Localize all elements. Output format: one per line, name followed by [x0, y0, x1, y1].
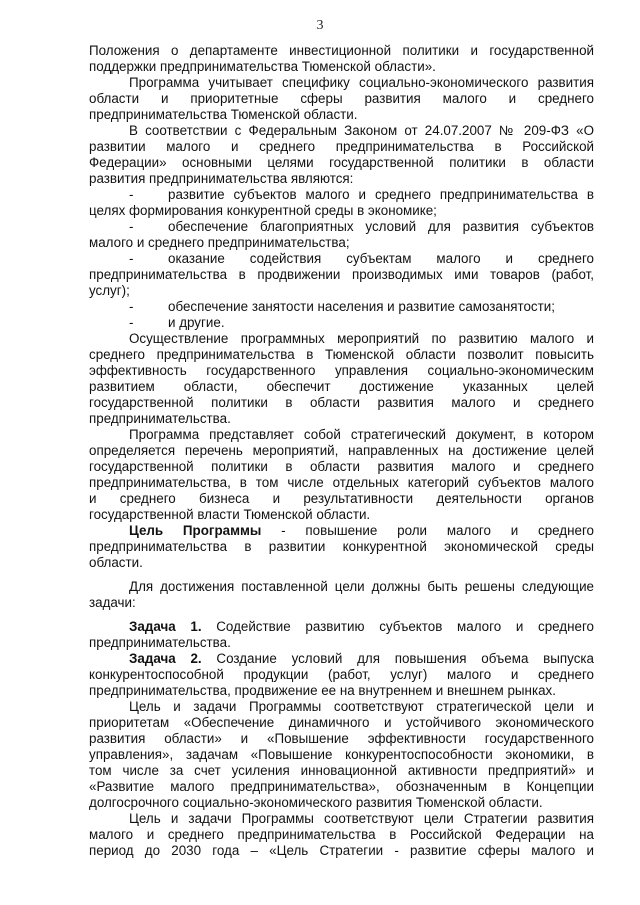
line-text: развитием области, обеспечит достижение указанных целей [89, 379, 594, 394]
line-text: предпринимательства. [89, 635, 231, 650]
text-line [89, 171, 594, 187]
text-line [89, 75, 594, 91]
text-line [89, 683, 594, 699]
text-line [89, 219, 594, 235]
line-text: управления», задачам «Повышение конкурентоспособности экономики, в [89, 747, 594, 762]
text-line [89, 123, 594, 139]
text-line [89, 283, 594, 299]
text-line [89, 795, 594, 811]
text-line [89, 779, 594, 795]
document-body [89, 43, 594, 859]
text-line [89, 731, 594, 747]
text-line [89, 155, 594, 171]
list-dash: - [129, 187, 134, 202]
text-line [89, 827, 594, 843]
line-text: «Развитие малого предпринимательства», обозначенным в Концепции [89, 779, 594, 794]
text-line [89, 491, 594, 507]
bold-lead: Задача 2. [129, 651, 202, 666]
text-line [89, 443, 594, 459]
text-line [89, 747, 594, 763]
list-dash: - [129, 299, 134, 314]
line-text: период до 2030 года – «Цель Стратегии - развитие сферы малого и [89, 843, 594, 858]
line-text: задачи: [89, 595, 136, 610]
line-text: оказание содействия субъектам малого и среднего [168, 251, 594, 266]
line-text: Цель и задачи Программы соответствуют стратегической цели и [129, 699, 594, 714]
line-text: Создание условий для повышения объема выпуска [201, 651, 595, 666]
line-text: развития предпринимательства являются: [89, 171, 354, 186]
text-line [89, 395, 594, 411]
text-line [89, 315, 594, 331]
text-line [89, 459, 594, 475]
bold-lead: Цель Программы [129, 523, 262, 538]
line-text: эффективность государственного управления социально-экономическим [89, 363, 594, 378]
line-text: Осуществление программных мероприятий по развитию малого и [129, 331, 594, 346]
text-line [89, 475, 594, 491]
line-text: развития области» и «Повышение эффективности государственного [89, 731, 594, 746]
text-line [89, 651, 594, 667]
text-line [89, 763, 594, 779]
text-line [89, 299, 594, 315]
text-line [89, 579, 594, 595]
text-line [89, 347, 594, 363]
text-line [89, 539, 594, 555]
text-line [89, 555, 594, 571]
line-text: приоритетам «Обеспечение динамичного и устойчивого экономического [89, 715, 594, 730]
line-text: и другие. [168, 315, 225, 330]
line-text: Цель и задачи Программы соответствуют цели Стратегии развития [129, 811, 594, 826]
line-text: предпринимательства в развитии конкурентной экономической среды [89, 539, 594, 554]
text-line [89, 507, 594, 523]
text-line [89, 843, 594, 859]
text-line [89, 667, 594, 683]
text-line [89, 595, 594, 611]
line-text: Содействие развитию субъектов малого и среднего [201, 619, 595, 634]
text-line [89, 139, 594, 155]
text-line [89, 107, 594, 123]
line-text: конкурентоспособной продукции (работ, услуг) малого и среднего [89, 667, 594, 682]
line-text: услуг); [89, 283, 130, 298]
line-text: области. [89, 555, 143, 570]
line-text: государственной политики в области развития малого и среднего [89, 395, 594, 410]
line-text: Для достижения поставленной цели должны быть решены следующие [129, 579, 594, 594]
line-text: малого и среднего предпринимательства в Российской Федерации на [89, 827, 594, 842]
line-text: предпринимательства, продвижение ее на внутреннем и внешнем рынках. [89, 683, 556, 698]
text-line [89, 523, 594, 539]
text-line [89, 331, 594, 347]
page-number: 3 [316, 18, 324, 33]
line-text: Положения о департаменте инвестиционной политики и государственной [89, 43, 594, 58]
text-line [89, 379, 594, 395]
line-text: обеспечение занятости населения и развитие самозанятости; [168, 299, 555, 314]
line-text: Программа учитывает специфику социально-экономического развития [129, 75, 594, 90]
list-dash: - [129, 219, 134, 234]
line-text: и среднего бизнеса и результативности деятельности органов [89, 491, 594, 506]
line-text: предпринимательства в продвижении производимых ими товаров (работ, [89, 267, 594, 282]
text-line [89, 91, 594, 107]
line-text: предпринимательства, в том числе отдельных категорий субъектов малого [89, 475, 594, 490]
paragraph-gap [89, 611, 594, 619]
text-line [89, 251, 594, 267]
line-text: малого и среднего предпринимательства; [89, 235, 350, 250]
text-line [89, 363, 594, 379]
line-text: поддержки предпринимательства Тюменской области». [89, 59, 436, 74]
line-text: среднего предпринимательства в Тюменской области позволит повысить [89, 347, 594, 362]
line-text: государственной политики в области развития малого и среднего [89, 459, 594, 474]
line-text: долгосрочного социально-экономического развития Тюменской области. [89, 795, 543, 810]
text-line [89, 187, 594, 203]
line-text: предпринимательства Тюменской области. [89, 107, 358, 122]
bold-lead: Задача 1. [129, 619, 202, 634]
line-text: государственной власти Тюменской области. [89, 507, 371, 522]
line-text: области и приоритетные сферы развития малого и среднего [89, 91, 594, 106]
line-text: предпринимательства. [89, 411, 231, 426]
text-line [89, 811, 594, 827]
list-dash: - [129, 315, 134, 330]
paragraph-gap [89, 571, 594, 579]
text-line [89, 635, 594, 651]
line-text: том числе за счет усиления инновационной активности предприятий» и [89, 763, 594, 778]
text-line [89, 267, 594, 283]
line-text: обеспечение благоприятных условий для развития субъектов [168, 219, 594, 234]
text-line [89, 699, 594, 715]
text-line [89, 427, 594, 443]
line-text: развитии малого и среднего предпринимательства в Российской [89, 139, 594, 154]
text-line [89, 235, 594, 251]
line-text: развитие субъектов малого и среднего предпринимательства в [168, 187, 594, 202]
text-line [89, 619, 594, 635]
line-text: Федерации» основными целями государственной политики в области [89, 155, 594, 170]
line-text: целях формирования конкурентной среды в экономике; [89, 203, 437, 218]
list-dash: - [129, 251, 134, 266]
line-text: Программа представляет собой стратегический документ, в котором [129, 427, 594, 442]
text-line [89, 411, 594, 427]
line-text: - повышение роли малого и среднего [261, 523, 594, 538]
text-line [89, 59, 594, 75]
text-line [89, 715, 594, 731]
line-text: В соответствии с Федеральным Законом от 24.07.2007 № 209-ФЗ «О [129, 123, 594, 138]
text-line [89, 203, 594, 219]
text-line [89, 43, 594, 59]
line-text: определяется перечень мероприятий, направленных на достижение целей [89, 443, 594, 458]
